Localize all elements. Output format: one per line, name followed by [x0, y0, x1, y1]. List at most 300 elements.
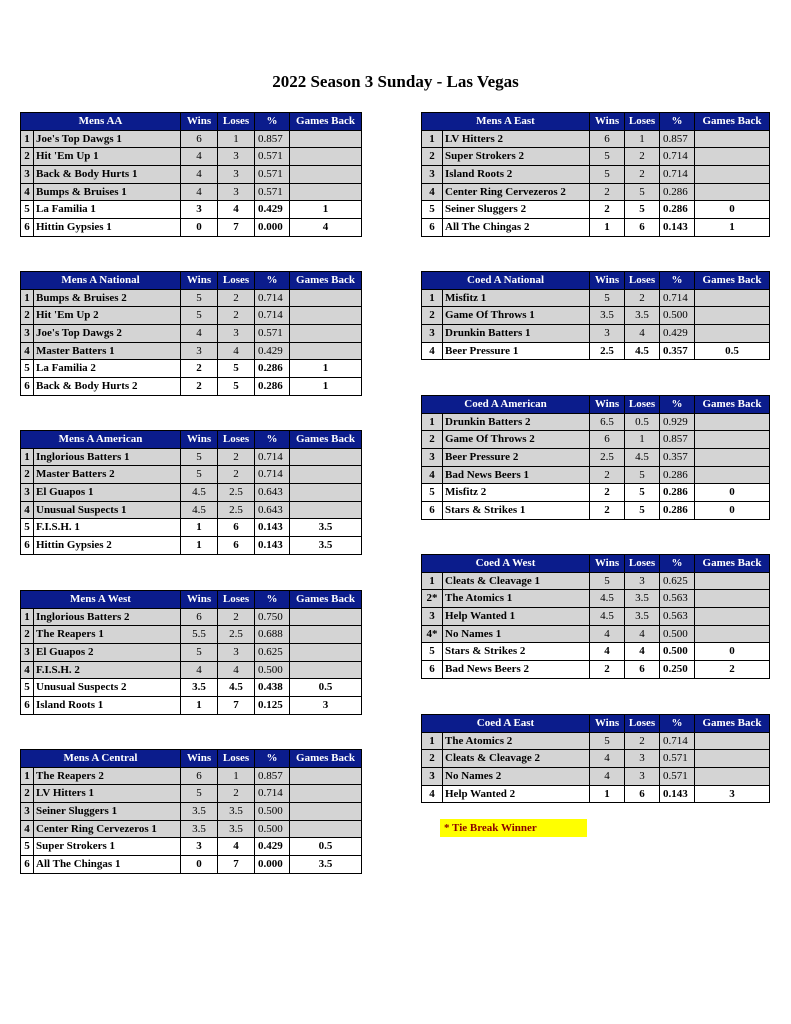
- rank-cell: 5: [422, 484, 443, 502]
- wins-cell: 4: [590, 768, 625, 786]
- wins-header: Wins: [181, 272, 218, 290]
- team-cell: Bad News Beers 1: [443, 466, 590, 484]
- pct-cell: 0.429: [255, 838, 290, 856]
- rank-cell: 6: [422, 661, 443, 679]
- games-back-cell: 3.5: [290, 856, 362, 874]
- games-back-cell: [695, 307, 770, 325]
- wins-cell: 1: [181, 697, 218, 715]
- wins-cell: 1: [181, 537, 218, 555]
- games-back-cell: 1: [695, 219, 770, 237]
- pct-cell: 0.929: [660, 413, 695, 431]
- games-back-cell: 1: [290, 378, 362, 396]
- wins-cell: 6.5: [590, 413, 625, 431]
- wins-header: Wins: [590, 715, 625, 733]
- wins-header: Wins: [590, 555, 625, 573]
- pct-cell: 0.286: [660, 183, 695, 201]
- loses-cell: 5: [625, 502, 660, 520]
- table-row: [21, 219, 362, 237]
- rank-cell: 4: [21, 661, 34, 679]
- games-back-cell: [290, 785, 362, 803]
- wins-header: Wins: [181, 750, 218, 768]
- games-back-cell: 0: [695, 643, 770, 661]
- games-back-cell: [290, 307, 362, 325]
- loses-cell: 3.5: [625, 307, 660, 325]
- team-cell: The Atomics 2: [443, 732, 590, 750]
- table-row: [422, 768, 770, 786]
- table-row: [21, 820, 362, 838]
- team-cell: Center Ring Cervezeros 2: [443, 183, 590, 201]
- loses-cell: 3: [218, 166, 255, 184]
- wins-cell: 4: [590, 643, 625, 661]
- games-back-cell: [695, 289, 770, 307]
- team-cell: Drunkin Batters 2: [443, 413, 590, 431]
- pct-header: %: [660, 272, 695, 290]
- loses-cell: 3: [625, 572, 660, 590]
- games-back-header: Games Back: [290, 431, 362, 449]
- loses-cell: 2: [218, 289, 255, 307]
- games-back-cell: [695, 431, 770, 449]
- games-back-cell: [290, 661, 362, 679]
- pct-cell: 0.714: [660, 166, 695, 184]
- rank-cell: 3: [422, 768, 443, 786]
- team-cell: Misfitz 2: [443, 484, 590, 502]
- team-cell: La Familia 1: [34, 201, 181, 219]
- rank-cell: 5: [21, 519, 34, 537]
- rank-cell: 2: [21, 626, 34, 644]
- rank-cell: 4: [21, 183, 34, 201]
- team-cell: El Guapos 2: [34, 644, 181, 662]
- rank-cell: 1: [21, 130, 34, 148]
- pct-cell: 0.563: [660, 590, 695, 608]
- table-row: [21, 325, 362, 343]
- wins-cell: 5: [590, 166, 625, 184]
- games-back-header: Games Back: [695, 113, 770, 131]
- loses-cell: 2: [218, 785, 255, 803]
- loses-cell: 4.5: [625, 449, 660, 467]
- pct-cell: 0.857: [255, 767, 290, 785]
- pct-cell: 0.643: [255, 484, 290, 502]
- loses-cell: 1: [625, 130, 660, 148]
- wins-cell: 5: [590, 289, 625, 307]
- division-name: Mens A East: [422, 113, 590, 131]
- team-cell: Drunkin Batters 1: [443, 325, 590, 343]
- rank-cell: 1: [21, 289, 34, 307]
- loses-cell: 2: [218, 608, 255, 626]
- pct-cell: 0.286: [660, 201, 695, 219]
- loses-cell: 4: [218, 342, 255, 360]
- rank-cell: 5: [21, 360, 34, 378]
- pct-cell: 0.714: [255, 307, 290, 325]
- pct-cell: 0.571: [255, 183, 290, 201]
- table-row: [422, 219, 770, 237]
- rank-cell: 5: [21, 201, 34, 219]
- table-row: [422, 785, 770, 803]
- pct-header: %: [255, 272, 290, 290]
- wins-cell: 3: [181, 342, 218, 360]
- team-cell: Stars & Strikes 2: [443, 643, 590, 661]
- team-cell: Joe's Top Dawgs 1: [34, 130, 181, 148]
- loses-cell: 3.5: [218, 820, 255, 838]
- wins-cell: 2: [181, 378, 218, 396]
- games-back-cell: 1: [290, 360, 362, 378]
- pct-cell: 0.143: [660, 785, 695, 803]
- rank-cell: 3: [422, 608, 443, 626]
- loses-cell: 5: [625, 201, 660, 219]
- loses-header: Loses: [218, 591, 255, 609]
- rank-cell: 1: [422, 732, 443, 750]
- wins-cell: 4: [181, 661, 218, 679]
- games-back-cell: [695, 325, 770, 343]
- table-header-row: [422, 715, 770, 733]
- games-back-cell: 0: [695, 502, 770, 520]
- standings-table: [20, 271, 362, 396]
- rank-cell: 3: [21, 644, 34, 662]
- table-row: [422, 289, 770, 307]
- loses-cell: 4: [625, 643, 660, 661]
- pct-cell: 0.714: [660, 148, 695, 166]
- games-back-cell: 0.5: [290, 838, 362, 856]
- rank-cell: 3: [422, 166, 443, 184]
- pct-cell: 0.500: [255, 820, 290, 838]
- wins-cell: 6: [590, 130, 625, 148]
- team-cell: LV Hitters 2: [443, 130, 590, 148]
- table-row: [21, 785, 362, 803]
- rank-cell: 5: [422, 201, 443, 219]
- team-cell: Stars & Strikes 1: [443, 502, 590, 520]
- wins-cell: 0: [181, 856, 218, 874]
- pct-cell: 0.714: [255, 785, 290, 803]
- games-back-cell: 1: [290, 201, 362, 219]
- rank-cell: 1: [21, 608, 34, 626]
- table-header-row: [422, 555, 770, 573]
- loses-cell: 4.5: [218, 679, 255, 697]
- rank-cell: 2: [21, 307, 34, 325]
- standings-table: [421, 112, 770, 237]
- wins-cell: 3: [181, 838, 218, 856]
- pct-cell: 0.286: [660, 502, 695, 520]
- games-back-cell: [290, 644, 362, 662]
- rank-cell: 3: [21, 803, 34, 821]
- table-row: [21, 360, 362, 378]
- rank-cell: 6: [21, 856, 34, 874]
- games-back-cell: [695, 130, 770, 148]
- team-cell: Unusual Suspects 2: [34, 679, 181, 697]
- team-cell: Hittin Gypsies 1: [34, 219, 181, 237]
- wins-header: Wins: [590, 396, 625, 414]
- games-back-cell: [290, 626, 362, 644]
- loses-header: Loses: [218, 272, 255, 290]
- table-row: [422, 130, 770, 148]
- table-row: [422, 307, 770, 325]
- rank-cell: 2: [422, 431, 443, 449]
- games-back-header: Games Back: [290, 113, 362, 131]
- rank-cell: 4: [21, 342, 34, 360]
- pct-cell: 0.438: [255, 679, 290, 697]
- wins-cell: 4: [181, 183, 218, 201]
- rank-cell: 4: [21, 501, 34, 519]
- team-cell: Hittin Gypsies 2: [34, 537, 181, 555]
- loses-cell: 3: [218, 148, 255, 166]
- rank-cell: 5: [21, 838, 34, 856]
- loses-cell: 5: [625, 466, 660, 484]
- table-row: [21, 838, 362, 856]
- rank-cell: 5: [21, 679, 34, 697]
- loses-cell: 3: [218, 183, 255, 201]
- pct-cell: 0.357: [660, 449, 695, 467]
- wins-cell: 3: [181, 201, 218, 219]
- wins-cell: 4: [590, 750, 625, 768]
- games-back-cell: 3: [290, 697, 362, 715]
- team-cell: No Names 1: [443, 625, 590, 643]
- wins-cell: 5: [181, 289, 218, 307]
- team-cell: F.I.S.H. 2: [34, 661, 181, 679]
- games-back-cell: [290, 820, 362, 838]
- pct-cell: 0.750: [255, 608, 290, 626]
- wins-cell: 3.5: [181, 820, 218, 838]
- rank-cell: 3: [422, 325, 443, 343]
- rank-cell: 3: [21, 325, 34, 343]
- wins-cell: 4.5: [590, 590, 625, 608]
- table-row: [21, 626, 362, 644]
- team-cell: Joe's Top Dawgs 2: [34, 325, 181, 343]
- loses-cell: 2: [625, 166, 660, 184]
- table-row: [422, 166, 770, 184]
- loses-cell: 3.5: [218, 803, 255, 821]
- games-back-cell: [290, 803, 362, 821]
- table-row: [21, 378, 362, 396]
- games-back-cell: [695, 183, 770, 201]
- pct-cell: 0.143: [660, 219, 695, 237]
- rank-cell: 2: [422, 307, 443, 325]
- rank-cell: 2: [21, 785, 34, 803]
- table-row: [422, 590, 770, 608]
- table-row: [422, 572, 770, 590]
- wins-cell: 1: [590, 219, 625, 237]
- wins-cell: 1: [181, 519, 218, 537]
- standings-table: [20, 590, 362, 715]
- loses-cell: 4: [218, 661, 255, 679]
- team-cell: Island Roots 2: [443, 166, 590, 184]
- pct-cell: 0.714: [660, 289, 695, 307]
- rank-cell: 2: [21, 466, 34, 484]
- rank-cell: 4: [422, 785, 443, 803]
- pct-header: %: [660, 715, 695, 733]
- wins-cell: 2: [590, 183, 625, 201]
- loses-cell: 3: [218, 644, 255, 662]
- loses-cell: 1: [218, 130, 255, 148]
- team-cell: Seiner Sluggers 1: [34, 803, 181, 821]
- table-row: [21, 608, 362, 626]
- pct-cell: 0.643: [255, 501, 290, 519]
- wins-header: Wins: [181, 113, 218, 131]
- wins-cell: 6: [181, 608, 218, 626]
- rank-cell: 5: [422, 643, 443, 661]
- games-back-header: Games Back: [695, 396, 770, 414]
- table-row: [422, 502, 770, 520]
- team-cell: LV Hitters 1: [34, 785, 181, 803]
- team-cell: The Reapers 1: [34, 626, 181, 644]
- games-back-cell: [290, 148, 362, 166]
- games-back-cell: [290, 501, 362, 519]
- team-cell: Bumps & Bruises 1: [34, 183, 181, 201]
- rank-cell: 4*: [422, 625, 443, 643]
- rank-cell: 1: [422, 289, 443, 307]
- wins-cell: 0: [181, 219, 218, 237]
- rank-cell: 2: [422, 148, 443, 166]
- games-back-cell: [290, 325, 362, 343]
- rank-cell: 4: [422, 466, 443, 484]
- table-header-row: [422, 113, 770, 131]
- division-name: Mens A Central: [21, 750, 181, 768]
- division-name: Mens A American: [21, 431, 181, 449]
- loses-cell: 2: [625, 148, 660, 166]
- games-back-cell: [695, 768, 770, 786]
- rank-cell: 4: [422, 183, 443, 201]
- table-row: [21, 466, 362, 484]
- rank-cell: 6: [422, 502, 443, 520]
- rank-cell: 2: [21, 148, 34, 166]
- loses-header: Loses: [218, 750, 255, 768]
- team-cell: Beer Pressure 2: [443, 449, 590, 467]
- table-row: [422, 750, 770, 768]
- table-row: [422, 608, 770, 626]
- wins-cell: 5: [590, 572, 625, 590]
- division-name: Mens A West: [21, 591, 181, 609]
- wins-cell: 4.5: [181, 484, 218, 502]
- team-cell: Master Batters 1: [34, 342, 181, 360]
- wins-cell: 4: [181, 325, 218, 343]
- loses-cell: 0.5: [625, 413, 660, 431]
- loses-header: Loses: [625, 555, 660, 573]
- loses-cell: 6: [625, 785, 660, 803]
- division-name: Coed A National: [422, 272, 590, 290]
- table-row: [422, 183, 770, 201]
- loses-cell: 2.5: [218, 501, 255, 519]
- rank-cell: 6: [21, 537, 34, 555]
- table-row: [21, 148, 362, 166]
- loses-cell: 7: [218, 697, 255, 715]
- loses-cell: 2: [218, 448, 255, 466]
- wins-cell: 6: [181, 767, 218, 785]
- standings-table: [421, 714, 770, 803]
- games-back-header: Games Back: [695, 272, 770, 290]
- table-header-row: [422, 272, 770, 290]
- team-cell: Center Ring Cervezeros 1: [34, 820, 181, 838]
- standings-table: [20, 430, 362, 555]
- team-cell: Master Batters 2: [34, 466, 181, 484]
- pct-header: %: [660, 113, 695, 131]
- table-row: [422, 466, 770, 484]
- games-back-cell: [695, 625, 770, 643]
- pct-header: %: [255, 431, 290, 449]
- loses-header: Loses: [218, 431, 255, 449]
- loses-cell: 2: [625, 732, 660, 750]
- wins-cell: 3.5: [181, 679, 218, 697]
- table-row: [422, 732, 770, 750]
- standings-table: [20, 112, 362, 237]
- table-row: [422, 643, 770, 661]
- loses-cell: 5: [218, 378, 255, 396]
- wins-cell: 2: [181, 360, 218, 378]
- wins-cell: 4.5: [181, 501, 218, 519]
- wins-cell: 6: [181, 130, 218, 148]
- team-cell: Super Strokers 2: [443, 148, 590, 166]
- pct-cell: 0.500: [660, 625, 695, 643]
- loses-cell: 3.5: [625, 590, 660, 608]
- wins-cell: 3.5: [590, 307, 625, 325]
- pct-cell: 0.500: [255, 661, 290, 679]
- team-cell: Help Wanted 1: [443, 608, 590, 626]
- games-back-cell: [695, 466, 770, 484]
- team-cell: Cleats & Cleavage 1: [443, 572, 590, 590]
- rank-cell: 4: [422, 342, 443, 360]
- division-name: Coed A East: [422, 715, 590, 733]
- wins-cell: 4: [590, 625, 625, 643]
- division-name: Coed A American: [422, 396, 590, 414]
- loses-cell: 7: [218, 219, 255, 237]
- wins-cell: 4: [181, 166, 218, 184]
- wins-header: Wins: [181, 591, 218, 609]
- loses-cell: 6: [625, 661, 660, 679]
- team-cell: Bumps & Bruises 2: [34, 289, 181, 307]
- table-row: [422, 431, 770, 449]
- pct-cell: 0.429: [660, 325, 695, 343]
- table-row: [21, 183, 362, 201]
- pct-cell: 0.286: [255, 360, 290, 378]
- table-row: [21, 342, 362, 360]
- pct-cell: 0.571: [255, 325, 290, 343]
- pct-cell: 0.357: [660, 342, 695, 360]
- wins-cell: 3.5: [181, 803, 218, 821]
- table-row: [21, 519, 362, 537]
- table-row: [21, 501, 362, 519]
- games-back-cell: [695, 572, 770, 590]
- games-back-cell: [695, 449, 770, 467]
- team-cell: Game Of Throws 2: [443, 431, 590, 449]
- team-cell: All The Chingas 2: [443, 219, 590, 237]
- table-header-row: [422, 396, 770, 414]
- loses-header: Loses: [625, 396, 660, 414]
- pct-cell: 0.714: [255, 289, 290, 307]
- rank-cell: 1: [422, 130, 443, 148]
- table-row: [21, 697, 362, 715]
- wins-cell: 6: [590, 431, 625, 449]
- games-back-cell: 0.5: [695, 342, 770, 360]
- team-cell: No Names 2: [443, 768, 590, 786]
- pct-cell: 0.286: [660, 484, 695, 502]
- loses-cell: 3: [218, 325, 255, 343]
- rank-cell: 6: [21, 378, 34, 396]
- team-cell: Inglorious Batters 2: [34, 608, 181, 626]
- team-cell: El Guapos 1: [34, 484, 181, 502]
- games-back-header: Games Back: [290, 591, 362, 609]
- loses-header: Loses: [218, 113, 255, 131]
- rank-cell: 2: [422, 750, 443, 768]
- loses-cell: 2.5: [218, 626, 255, 644]
- team-cell: Seiner Sluggers 2: [443, 201, 590, 219]
- loses-cell: 5: [625, 484, 660, 502]
- games-back-cell: [695, 148, 770, 166]
- pct-header: %: [660, 555, 695, 573]
- table-row: [422, 484, 770, 502]
- loses-cell: 4: [218, 838, 255, 856]
- rank-cell: 6: [21, 697, 34, 715]
- pct-header: %: [255, 113, 290, 131]
- wins-cell: 2.5: [590, 449, 625, 467]
- loses-cell: 3.5: [625, 608, 660, 626]
- games-back-cell: 0.5: [290, 679, 362, 697]
- wins-cell: 5: [181, 785, 218, 803]
